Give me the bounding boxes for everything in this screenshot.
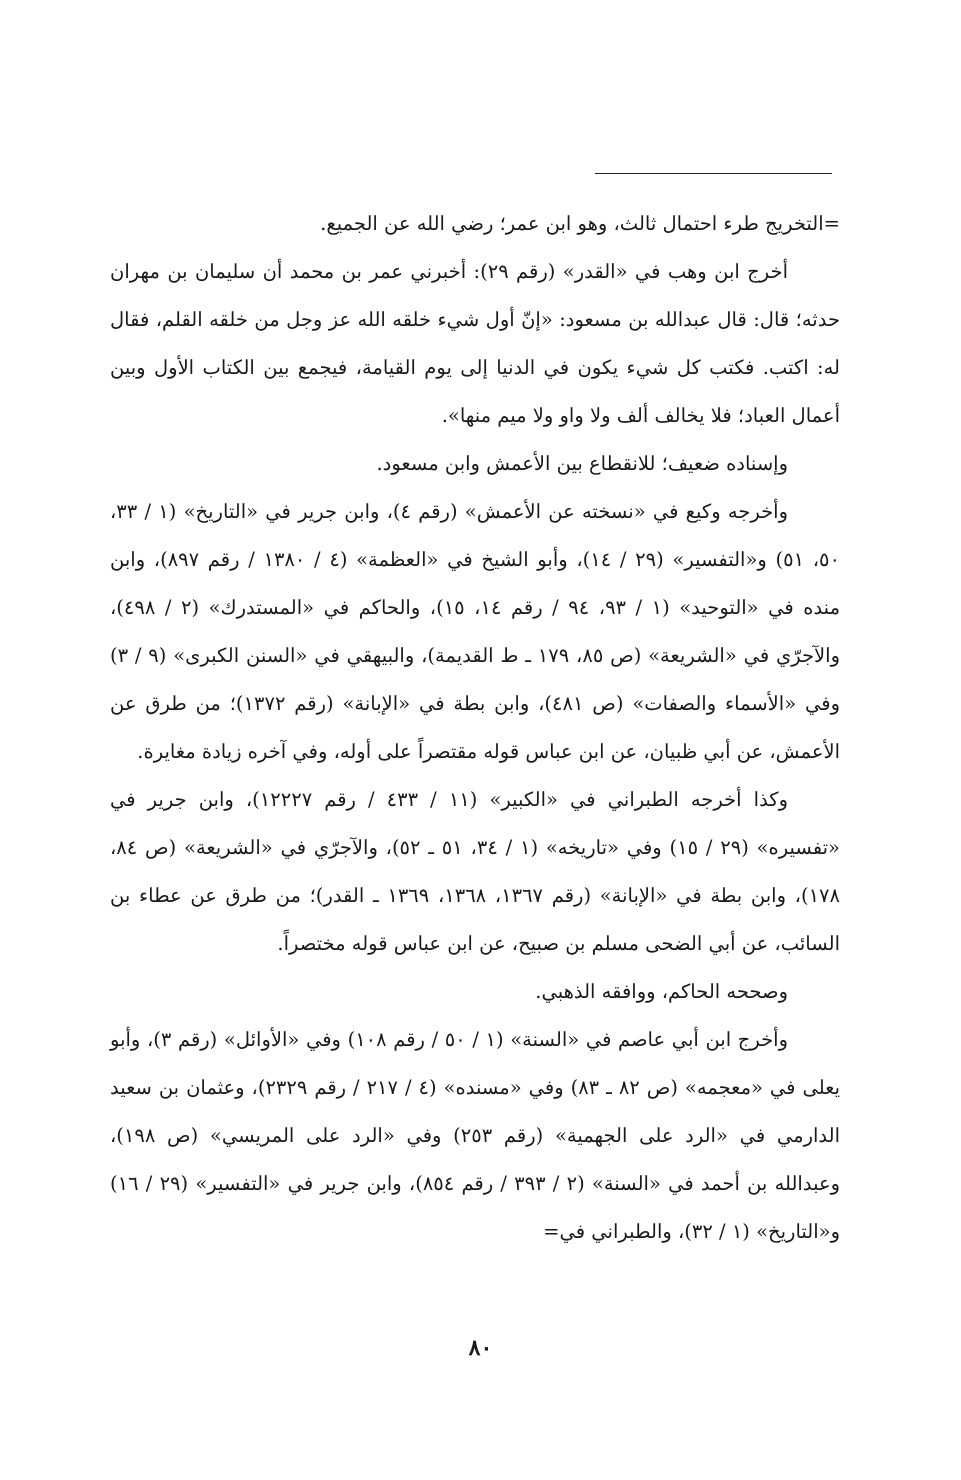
footnote-paragraph-tabarani: وكذا أخرجه الطبراني في «الكبير» (١١ / ٤٣٣ / رقم ١٢٢٢٧)، وابن جرير في «تفسيره» (٢٩ / ١٥) وفي «تاريخه» (١ / ٣٤، ٥١ ـ ٥٢)، والآجرّي في «الشريعة» (ص ٨٤، ١٧٨)، وابن بطة في «الإبانة» (رقم ١٣٦٧، ١٣٦٨، ١٣٦٩ ـ القدر)؛ من طرق عن عطاء بن السائب، عن أبي الضحى مسلم بن صبيح، عن ابن عباس قوله مختصراً. <box>110 788 840 955</box>
footnote-separator-line <box>595 173 832 174</box>
footnote-paragraph-hakim: وصححه الحاكم، ووافقه الذهبي. <box>535 980 788 1003</box>
footnote-text <box>110 200 840 1256</box>
footnote-paragraph-continuation: =التخريج طرء احتمال ثالث، وهو ابن عمر؛ رضي الله عن الجميع. <box>320 212 840 235</box>
footnote-paragraph-ibn-abi-asim: وأخرج ابن أبي عاصم في «السنة» (١ / ٥٠ / رقم ١٠٨) وفي «الأوائل» (رقم ٣)، وأبو يعلى في «معجمه» (ص ٨٢ ـ ٨٣) وفي «مسنده» (٤ / ٢١٧ / رقم ٢٣٢٩)، وعثمان بن سعيد الدارمي في «الرد على الجهمية» (رقم ٢٥٣) وفي «الرد على المريسي» (ص ١٩٨)، وعبدالله بن أحمد في «السنة» (٢ / ٣٩٣ / رقم ٨٥٤)، وابن جرير في «التفسير» (٢٩ / ١٦) و«التاريخ» (١ / ٣٢)، والطبراني في= <box>110 1028 841 1243</box>
footnote-paragraph-waki: وأخرجه وكيع في «نسخته عن الأعمش» (رقم ٤)، وابن جرير في «التاريخ» (١ / ٣٣، ٥٠، ٥١) و«التفسير» (٢٩ / ١٤)، وأبو الشيخ في «العظمة» (٤ / ١٣٨٠ / رقم ٨٩٧)، وابن منده في «التوحيد» (١ / ٩٣، ٩٤ / رقم ١٤، ١٥)، والحاكم في «المستدرك» (٢ / ٤٩٨)، والآجرّي في «الشريعة» (ص ٨٥، ١٧٩ ـ ط القديمة)، والبيهقي في «السنن الكبرى» (٩ / ٣) وفي «الأسماء والصفات» (ص ٤٨١)، وابن بطة في «الإبانة» (رقم ١٣٧٢)؛ من طرق عن الأعمش، عن أبي ظبيان، عن ابن عباس قوله مقتصراً على أوله، وفي آخره زيادة مغايرة. <box>110 500 841 763</box>
footnote-paragraph-isnad-weak: وإسناده ضعيف؛ للانقطاع بين الأعمش وابن مسعود. <box>376 452 788 475</box>
footnote-paragraph-ibn-wahb: أخرج ابن وهب في «القدر» (رقم ٢٩): أخبرني عمر بن محمد أن سليمان بن مهران حدثه؛ قال: قال عبدالله بن مسعود: «إنّ أول شيء خلقه الله عز وجل من خلقه القلم، فقال له: اكتب. فكتب كل شيء يكون في الدنيا إلى يوم القيامة، فيجمع بين الكتاب الأول وبين أعمال العباد؛ فلا يخالف ألف ولا واو ولا ميم منها». <box>110 260 840 427</box>
page-number: ٨٠ <box>468 1335 493 1361</box>
